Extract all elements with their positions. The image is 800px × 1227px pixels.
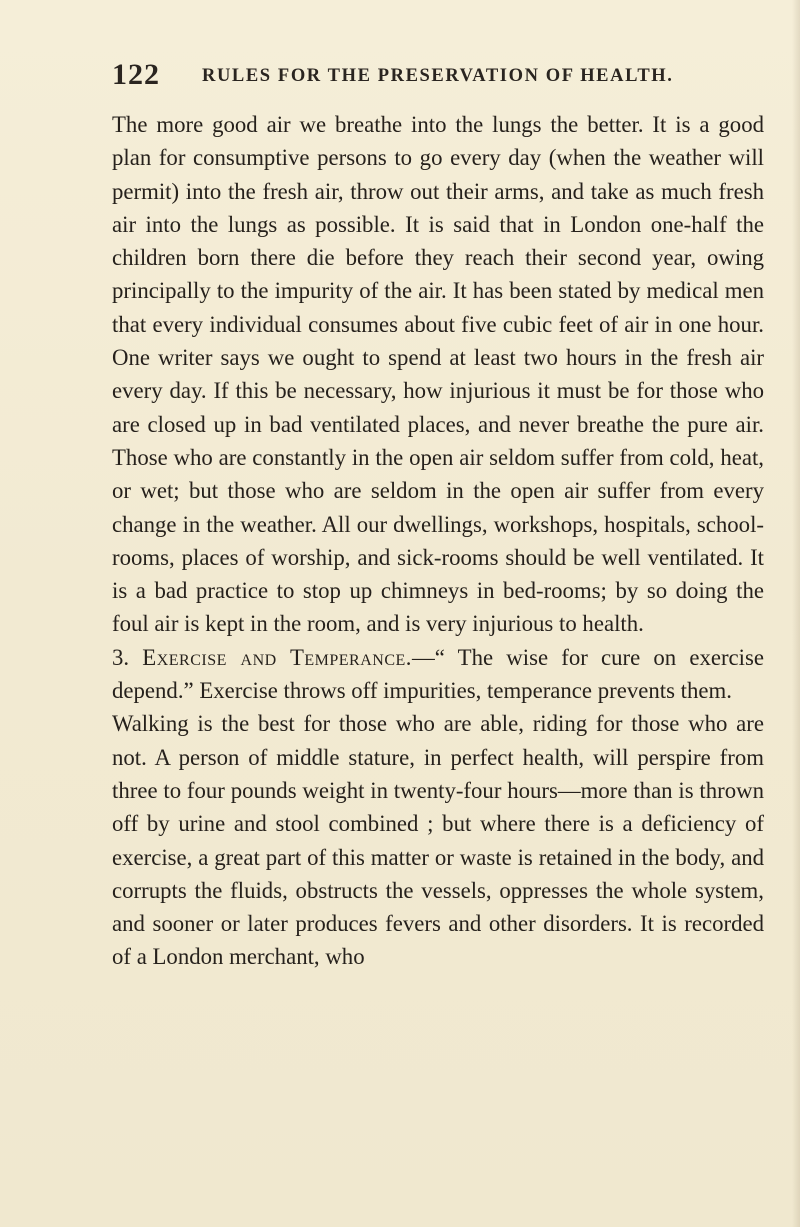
page-edge-shadow: [792, 0, 800, 1227]
running-head: RULES FOR THE PRESERVATION OF HEALTH.: [202, 66, 674, 86]
section-number: 3.: [112, 644, 130, 670]
paragraph-walking: Walking is the best for those who are able, riding for those who are not. A person of middle stature, in perfect health, will perspire from three to four pounds weight in twenty-four hours—more than is thrown off by urine and stool combined ; but where there is a deficiency of exercise, a great part of this matter or waste is retained in the body, and corrupts the fluids, obstructs the vessels, oppresses the whole system, and sooner or later produces fevers and other disorders. It is recorded of a London merchant, who: [112, 711, 764, 970]
page-number: 122: [112, 58, 160, 91]
section-exercise-and-temperance: [112, 641, 764, 708]
section-title: Exercise and Temperance.: [142, 644, 412, 670]
body-text: [112, 108, 764, 974]
section-text: —“ The wise for cure on exercise depend.” Exercise throws off impurities, temperance prevents them.: [112, 644, 765, 704]
paragraph-ventilation: The more good air we breathe into the lungs the better. It is a good plan for consumptive persons to go every day (when the weather will permit) into the fresh air, throw out their arms, and take as much fresh air into the lungs as possible. It is said that in London one-half the children born there die before they reach their second year, owing principally to the impurity of the air. It has been stated by medical men that every individual consumes about five cubic feet of air in one hour. One writer says we ought to spend at least two hours in the fresh air every day. If this be necessary, how injurious it must be for those who are closed up in bad ventilated places, and never breathe the pure air. Those who are constantly in the open air seldom suffer from cold, heat, or wet; but those who are seldom in the open air suffer from every change in the weather. All our dwellings, workshops, hospitals, school-rooms, places of worship, and sick-rooms should be well ventilated. It is a bad practice to stop up chimneys in bed-rooms; by so doing the foul air is kept in the room, and is very injurious to health.: [112, 112, 764, 637]
page-header: [72, 58, 732, 98]
